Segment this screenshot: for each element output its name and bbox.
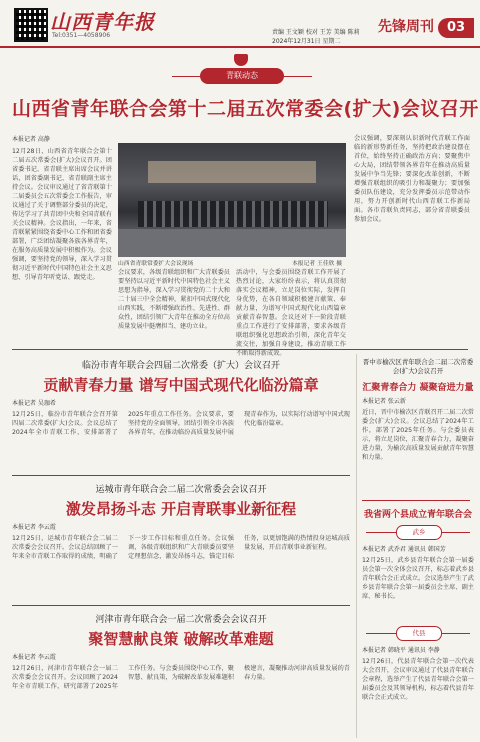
column-rule xyxy=(356,354,357,738)
side-story2-headline: 我省两个县成立青年联合会 xyxy=(363,510,472,520)
section-rule-3 xyxy=(12,605,350,606)
side-story-text: 近日，晋中市榆次区青联召开二届二次常委会(扩大)会议。会议总结了2024年工作，部署了2025年任务。与会委员表示，将立足岗位，汇聚青春合力，凝聚奋进力量，为榆次高质量发展贡献青年智慧和力量。 xyxy=(362,409,474,461)
photo-caption: 山西省青联常委扩大会议现场 xyxy=(118,261,194,267)
daixian-byline: 本报记者 韩晓平 通讯员 李静 xyxy=(362,647,440,654)
category-tag xyxy=(172,68,312,84)
story2-headline: 贡献青春力量 谱写中国式现代化临汾篇章 xyxy=(43,376,319,394)
story3-kicker: 运城市青年联合会二届二次常委会会议召开 xyxy=(95,485,267,495)
lead-byline: 本报记者 高静 xyxy=(12,136,50,143)
photo-attendees xyxy=(138,201,328,227)
lead-body-1: 12月28日，山西省青年联合会第十二届五次常委会(扩大)会议召开。团省委书记、省青联主席出席会议并讲话，团省委副书记、省青联副主席主持会议。会议审议通过了省青联第十二届委员会五次常委会工作报告，审议通过了关于调整部分委员的决定，传达学习了共青团中央和全国青联有关会议精神。会议指出，一年来，省青联紧紧围绕省委中心工作和团省委部署，广泛团结凝聚各族各界青年，在服务高质量发展中积极作为。会议强调，要坚持党的领导，深入学习贯彻习近平新时代中国特色社会主义思想，引导青年听党话、跟党走。 xyxy=(12,148,112,281)
photo-stage xyxy=(148,161,316,183)
side-story-body xyxy=(362,396,474,496)
wuxiang-byline: 本报记者 武乔君 通讯员 韩国芳 xyxy=(362,546,446,553)
photo-credit: 本报记者 王佳欣 摄 xyxy=(292,261,343,267)
wuxiang-body xyxy=(362,544,474,620)
story2-body xyxy=(12,398,350,468)
lead-headline: 山西省青年联合会第十二届五次常委会(扩大)会议召开 xyxy=(12,98,479,120)
county-label-daixian: 代县 xyxy=(396,626,442,641)
section-rule-1 xyxy=(12,349,468,350)
section-rule-2 xyxy=(12,475,350,476)
story3-text: 12月25日，运城市青年联合会二届二次常委会会议召开。会议总结回顾了一年来全市青联工作取得的成绩，明确了下一步工作目标和重点任务。会议强调，各级青联组织和广大青联委员要坚定理想信念，激发昂扬斗志，锚定目标任务，以更加饱满的热情投身运城高质量发展，开启青联事业新征程。 xyxy=(12,535,350,560)
story4-byline: 本报记者 李云霞 xyxy=(12,654,56,661)
side-story-headline: 汇聚青春合力 凝聚奋进力量 xyxy=(362,383,474,393)
photo-floor xyxy=(118,229,346,257)
story2-text: 12月25日，临汾市青年联合会召开第四届二次常委(扩大)会议。会议总结了2024年全市青联工作，安排部署了2025年重点工作任务。会议要求，要坚持党的全面领导，团结引领全市各族各界青年，在推动临汾高质量发展中展现青春作为，以实际行动谱写中国式现代化临汾篇章。 xyxy=(12,411,350,436)
lead-column-1 xyxy=(12,134,112,344)
story2-byline: 本报记者 吴珈希 xyxy=(12,400,56,407)
story4-text: 12月26日，河津市青年联合会一届二次常委会会议召开。会议回顾了2024年全市青联工作，研究部署了2025年工作任务。与会委员围绕中心工作，聚智慧、献良策，为破解改革发展难题积极建言，凝聚推动河津高质量发展的青春力量。 xyxy=(12,665,350,690)
lead-body-4: 会议强调，要深刻认识新时代青联工作面临的新形势新任务，坚持把政治建设摆在首位，始终坚持正确政治方向；要聚焦中心大局，团结带领各界青年在推动高质量发展中争当先锋；要深化改革创新，不断增强青联组织的吸引力和凝聚力；要加强委员队伍建设，充分发挥委员示范带动作用，努力开创新时代山西青联工作新局面。各市青联负责同志，部分省青联委员参加会议。 xyxy=(354,135,470,223)
side-story-kicker: 晋中市榆次区青年联合会二届二次常委会(扩大)会议召开 xyxy=(362,358,474,375)
story4-body xyxy=(12,652,350,736)
qr-code-icon xyxy=(14,8,48,42)
section-name: 先锋周刊 xyxy=(378,19,434,35)
youth-league-badge-icon xyxy=(234,54,248,66)
story2-kicker: 临汾市青年联合会四届二次常委（扩大）会议召开 xyxy=(81,361,280,371)
lead-column-4 xyxy=(354,134,470,344)
story3-body xyxy=(12,522,350,598)
meeting-photo xyxy=(118,143,346,257)
page-number: 03 xyxy=(438,18,474,38)
lead-body-3: 活动中，与会委员围绕青联工作开展了热烈讨论，大家纷纷表示，将认真贯彻落实会议精神，立足岗位实际，发挥自身优势，在各自领域积极建言献策、奉献力量，为谱写中国式现代化山西篇章贡献青春智慧。会议还对下一阶段青联重点工作进行了安排部署，要求各级青联组织强化思想政治引领，深化青年交流交往，加强自身建设，推动青联工作不断取得新成效。 xyxy=(236,269,346,357)
side-story-byline: 本报记者 张云新 xyxy=(362,398,406,405)
story3-byline: 本报记者 李云霞 xyxy=(12,524,56,531)
county-label-wuxiang: 武乡 xyxy=(396,525,442,540)
story3-headline: 激发昂扬斗志 开启青联事业新征程 xyxy=(65,500,297,518)
lead-column-2 xyxy=(118,268,230,344)
story4-headline: 聚智慧献良策 破解改革难题 xyxy=(88,630,274,648)
wuxiang-text: 12月25日，武乡县青年联合会第一届委员会第一次全体会议召开，标志着武乡县青年联合会正式成立。会议选举产生了武乡县青年联合会第一届委员会主席、副主席、秘书长。 xyxy=(362,557,474,600)
issue-date: 2024年12月31日 星期二 xyxy=(272,38,341,45)
masthead xyxy=(0,0,480,48)
editor-credits: 责编 王文颖 校对 王芳 美编 陈莉 xyxy=(272,29,360,36)
paper-name: 山西青年报 xyxy=(50,10,155,34)
story4-kicker: 河津市青年联合会一届二次常委会会议召开 xyxy=(95,615,267,625)
daixian-body xyxy=(362,645,474,737)
category-tag-label: 青联动态 xyxy=(200,68,284,84)
daixian-text: 12月26日，代县青年联合会第一次代表大会召开，会议审议通过了代县青年联合会章程，选举产生了代县青年联合会第一届委员会及其领导机构，标志着代县青年联合会正式成立。 xyxy=(362,658,474,701)
lead-body-2: 会议要求，各级青联组织和广大青联委员要坚持以习近平新时代中国特色社会主义思想为指导，深入学习贯彻党的二十大和二十届三中全会精神，紧扣中国式现代化山西实践，不断增强政治性、先进性、群众性，团结引领广大青年在推动全方位高质量发展中挺膺担当、建功立业。 xyxy=(118,269,230,330)
lead-column-3 xyxy=(236,268,346,357)
paper-contact: Tel:0351—4058906 xyxy=(52,32,111,39)
side-rule xyxy=(362,500,470,501)
